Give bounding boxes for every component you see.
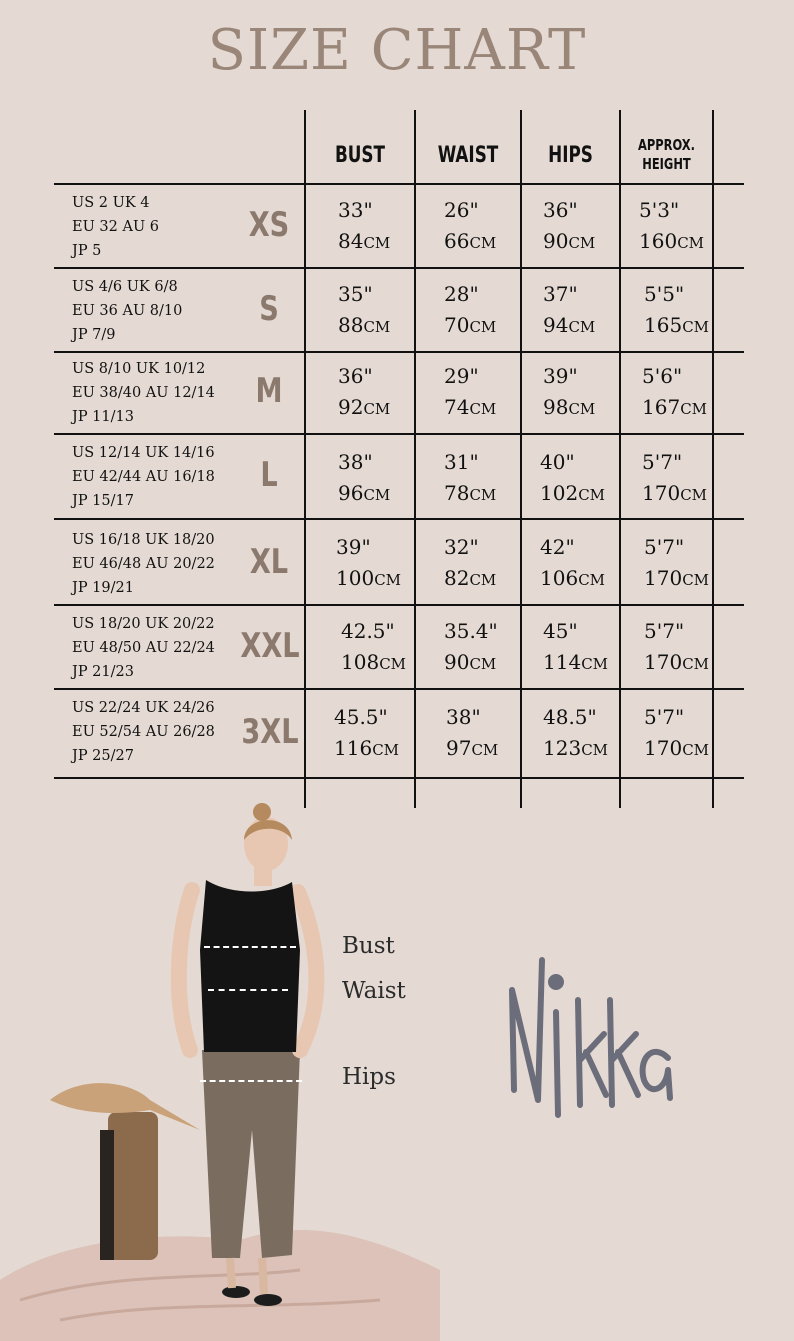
codes-us-uk: US 12/14 UK 14/16 [72,445,215,461]
waist-cm: 66 [444,229,470,253]
unit-cm: CM [581,655,609,673]
codes-eu-au: EU 52/54 AU 26/28 [72,724,215,740]
height-value [644,702,709,766]
unit-cm: CM [682,741,710,759]
codes-eu-au: EU 32 AU 6 [72,219,159,235]
column-header-bust: BUST [334,142,386,168]
codes-eu-au: EU 48/50 AU 22/24 [72,640,215,656]
waist-inches: 26" [444,198,479,222]
table-row [54,690,744,777]
waist-inches: 28" [444,282,479,306]
size-chart-table [54,110,744,808]
waist-cm: 82 [444,566,470,590]
unit-cm: CM [469,486,497,504]
height-cm: 160 [639,229,678,253]
height-value [644,532,709,596]
column-header-waist: WAIST [437,142,499,168]
bust-guide-line [204,946,296,948]
table-row [54,520,744,604]
waist-cm: 97 [446,736,472,760]
table-row [54,185,744,267]
bust-value [338,195,390,259]
region-size-codes [72,696,215,768]
waist-cm: 70 [444,313,470,337]
bust-value [338,279,390,343]
model-shoe [222,1286,250,1298]
size-label: XS [248,205,290,245]
unit-cm: CM [363,234,391,252]
height-value [642,447,707,511]
hips-cm: 106 [540,566,579,590]
waist-cm: 74 [444,395,470,419]
size-label: L [260,455,278,495]
codes-us-uk: US 2 UK 4 [72,195,150,211]
hips-inches: 48.5" [543,705,597,729]
model-hair-bun [253,803,271,821]
unit-cm: CM [680,400,708,418]
hips-value [543,616,608,680]
codes-jp: JP 15/17 [72,493,134,509]
column-header-height-line2: HEIGHT [642,155,691,173]
bust-inches: 35" [338,282,373,306]
codes-eu-au: EU 36 AU 8/10 [72,303,183,319]
waist-inches: 31" [444,450,479,474]
unit-cm: CM [677,234,705,252]
waist-cm: 78 [444,481,470,505]
unit-cm: CM [568,400,596,418]
bust-label: Bust [342,933,395,959]
bust-cm: 92 [338,395,364,419]
hips-cm: 90 [543,229,569,253]
bust-cm: 108 [341,650,380,674]
codes-jp: JP 11/13 [72,409,134,425]
column-header-height-line1: APPROX. [637,136,696,154]
table-divider [54,777,744,779]
table-row [54,606,744,688]
unit-cm: CM [578,571,606,589]
hips-inches: 45" [543,619,578,643]
unit-cm: CM [568,234,596,252]
unit-cm: CM [469,571,497,589]
codes-eu-au: EU 46/48 AU 20/22 [72,556,215,572]
model-arm [298,892,316,1050]
bust-inches: 36" [338,364,373,388]
size-label: XL [249,542,289,582]
unit-cm: CM [379,655,407,673]
table-row [54,269,744,351]
unit-cm: CM [682,655,710,673]
height-cm: 170 [644,566,683,590]
hips-value [543,195,595,259]
region-size-codes [72,275,182,347]
bust-cm: 88 [338,313,364,337]
hips-inches: 37" [543,282,578,306]
waist-value [444,361,496,425]
nikka-logo [500,930,680,1130]
stool-shadow [100,1130,114,1260]
unit-cm: CM [372,741,400,759]
bust-inches: 38" [338,450,373,474]
bust-inches: 42.5" [341,619,395,643]
bust-value [338,361,390,425]
unit-cm: CM [568,318,596,336]
wooden-stool [108,1112,158,1260]
hips-cm: 123 [543,736,582,760]
unit-cm: CM [469,400,497,418]
height-cm: 170 [642,481,681,505]
hips-cm: 114 [543,650,582,674]
hips-value [543,361,595,425]
height-value [639,195,704,259]
height-feet: 5'3" [639,198,680,222]
hips-value [540,447,605,511]
unit-cm: CM [363,400,391,418]
height-feet: 5'7" [644,705,685,729]
unit-cm: CM [578,486,606,504]
waist-inches: 32" [444,535,479,559]
waist-value [444,616,498,680]
codes-eu-au: EU 38/40 AU 12/14 [72,385,215,401]
codes-jp: JP 7/9 [72,327,116,343]
height-cm: 170 [644,736,683,760]
unit-cm: CM [469,318,497,336]
bust-inches: 33" [338,198,373,222]
waist-value [446,702,498,766]
size-label: 3XL [241,712,299,752]
hips-cm: 98 [543,395,569,419]
bust-value [336,532,401,596]
unit-cm: CM [374,571,402,589]
hips-inches: 36" [543,198,578,222]
codes-us-uk: US 18/20 UK 20/22 [72,616,215,632]
model-shoe [254,1294,282,1306]
hips-inches: 42" [540,535,575,559]
unit-cm: CM [682,318,710,336]
model-arm [179,890,192,1050]
codes-us-uk: US 22/24 UK 24/26 [72,700,215,716]
codes-jp: JP 19/21 [72,580,134,596]
waist-guide-line [208,989,288,991]
hips-value [543,702,608,766]
hips-inches: 39" [543,364,578,388]
size-label: S [259,289,279,329]
hips-cm: 94 [543,313,569,337]
codes-jp: JP 5 [72,243,102,259]
column-header-height [628,130,705,180]
bust-inches: 39" [336,535,371,559]
hips-cm: 102 [540,481,579,505]
region-size-codes [72,357,215,429]
table-row [54,353,744,433]
bust-value [341,616,406,680]
size-label: XXL [240,626,300,666]
codes-us-uk: US 4/6 UK 6/8 [72,279,178,295]
bust-cm: 100 [336,566,375,590]
region-size-codes [72,612,215,684]
codes-eu-au: EU 42/44 AU 16/18 [72,469,215,485]
table-row [54,435,744,518]
unit-cm: CM [363,486,391,504]
bust-cm: 96 [338,481,364,505]
height-cm: 165 [644,313,683,337]
model-top [200,880,300,1052]
region-size-codes [72,191,159,263]
height-feet: 5'6" [642,364,683,388]
bust-inches: 45.5" [334,705,388,729]
region-size-codes [72,528,215,600]
bust-value [334,702,399,766]
bust-value [338,447,390,511]
bust-cm: 116 [334,736,373,760]
codes-jp: JP 25/27 [72,748,134,764]
unit-cm: CM [581,741,609,759]
waist-inches: 29" [444,364,479,388]
height-feet: 5'7" [644,619,685,643]
height-value [642,361,707,425]
unit-cm: CM [682,571,710,589]
waist-value [444,195,496,259]
page-title: SIZE CHART [207,18,587,83]
height-value [644,616,709,680]
height-cm: 167 [642,395,681,419]
height-cm: 170 [644,650,683,674]
waist-inches: 38" [446,705,481,729]
hips-value [543,279,595,343]
unit-cm: CM [469,655,497,673]
unit-cm: CM [680,486,708,504]
waist-cm: 90 [444,650,470,674]
waist-value [444,279,496,343]
height-value [644,279,709,343]
height-feet: 5'7" [644,535,685,559]
bust-cm: 84 [338,229,364,253]
unit-cm: CM [363,318,391,336]
hips-guide-line [200,1080,302,1082]
height-feet: 5'7" [642,450,683,474]
waist-label: Waist [342,978,406,1004]
region-size-codes [72,441,215,513]
waist-inches: 35.4" [444,619,498,643]
codes-jp: JP 21/23 [72,664,134,680]
waist-value [444,532,496,596]
hips-inches: 40" [540,450,575,474]
height-feet: 5'5" [644,282,685,306]
hips-value [540,532,605,596]
codes-us-uk: US 8/10 UK 10/12 [72,361,206,377]
hips-label: Hips [342,1064,396,1090]
column-header-hips: HIPS [548,142,593,168]
waist-value [444,447,496,511]
unit-cm: CM [471,741,499,759]
unit-cm: CM [469,234,497,252]
size-label: M [255,371,283,411]
codes-us-uk: US 16/18 UK 18/20 [72,532,215,548]
